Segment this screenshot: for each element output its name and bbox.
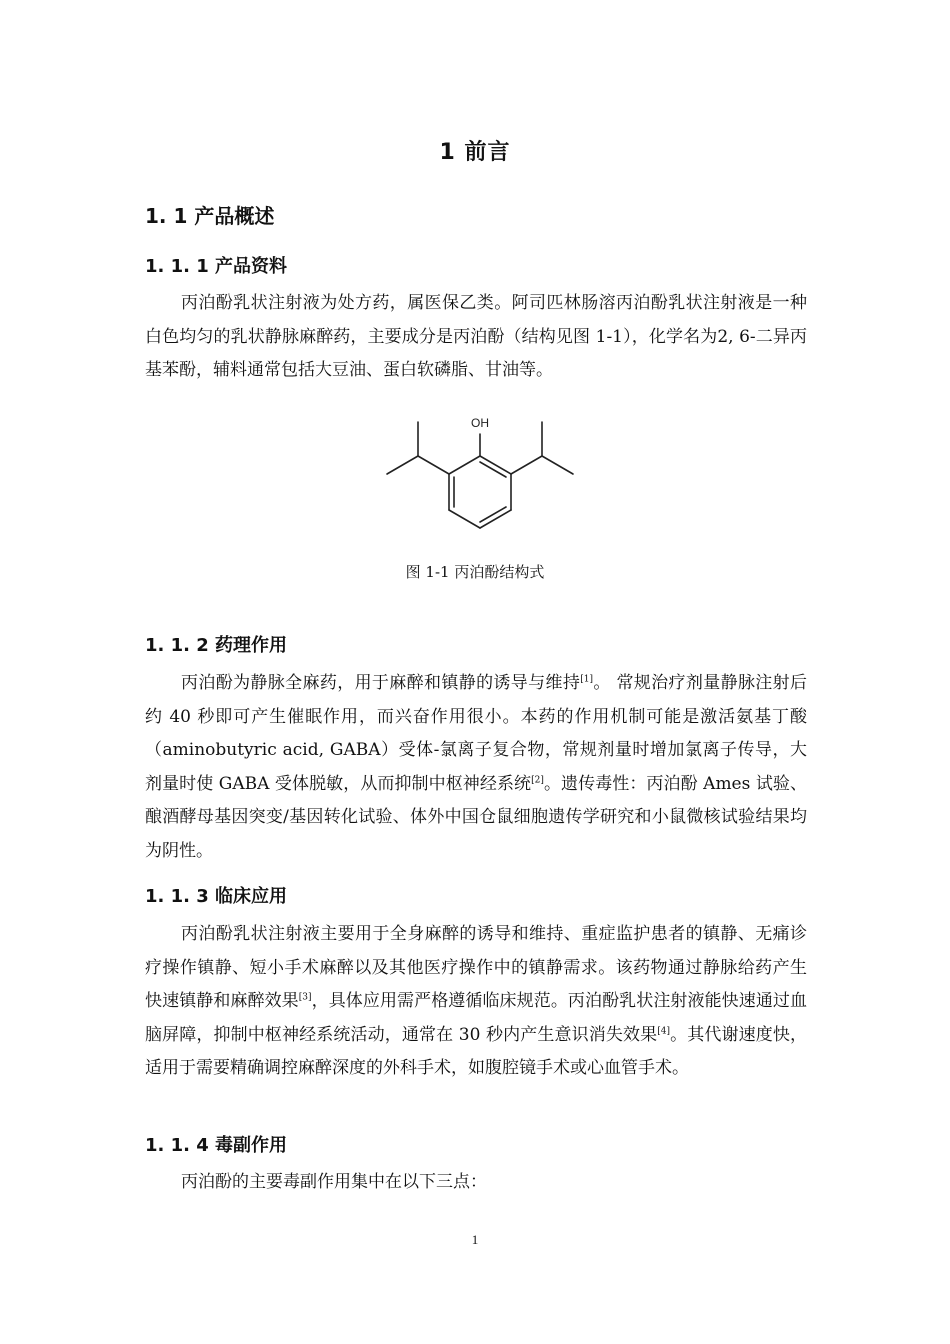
paragraph-product-info: 丙泊酚乳状注射液为处方药，属医保乙类。阿司匹林肠溶丙泊酚乳状注射液是一种白色均匀的乳状静脉麻醉药，主要成分是丙泊酚（结构见图 1-1），化学名为2, 6-二异丙基苯酚，辅料通常包括大豆油、蛋白软磷脂、甘油等。: [145, 293, 807, 380]
paragraph-side-effects: 丙泊酚的主要毒副作用集中在以下三点：: [181, 1172, 487, 1192]
section-heading-1-1: 1. 1 产品概述: [145, 204, 275, 228]
propofol-structure-figure: [380, 408, 580, 538]
text-run: 。其代谢速度快，适用于需要精确调控麻醉深度的外科手术，如腹腔镜手术或心血管手术。: [145, 1024, 807, 1078]
text-run: 。 常规治疗剂量静脉注射后约 40 秒即可产生催眠作用，而兴奋作用很小。本药的作用机制可能是激活氨基丁酸（aminobutyric acid, GABA）受体-氯离子复合物，常规剂量时增加氯离子传导，大剂量时使 GABA 受体脱敏，从而抑制中枢神经系统: [145, 673, 808, 794]
chapter-heading: 1 前言: [439, 140, 511, 165]
paragraph-clinical-use: [145, 918, 807, 1086]
citation-ref[interactable]: [3]: [298, 992, 312, 1003]
subsection-heading-1-1-1: 1. 1. 1 产品资料: [145, 256, 288, 277]
paragraph-pharmacology: [145, 667, 807, 868]
text-run: 。遗传毒性：丙泊酚 Ames 试验、酿酒酵母基因突变/基因转化试验、体外中国仓鼠细胞遗传学研究和小鼠微核试验结果均为阴性。: [145, 773, 807, 861]
citation-ref[interactable]: [4]: [657, 1025, 670, 1036]
hydroxyl-label: OH: [471, 416, 489, 430]
bond: [449, 510, 480, 528]
page-number: 1: [471, 1232, 479, 1247]
citation-ref[interactable]: [2]: [531, 774, 544, 785]
text-run: 丙泊酚为静脉全麻药，用于麻醉和镇静的诱导与维持: [181, 673, 581, 693]
figure-caption: 图 1-1 丙泊酚结构式: [405, 563, 545, 581]
subsection-heading-1-1-2: 1. 1. 2 药理作用: [145, 635, 288, 656]
text-run: 丙泊酚乳状注射液主要用于全身麻醉的诱导和维持、重症监护患者的镇静、无痛诊疗操作镇静、短小手术麻醉以及其他医疗操作中的镇静需求。该药物通过静脉给药产生快速镇静和麻醉效果: [145, 924, 807, 1011]
isopropyl-bond: [542, 456, 573, 474]
isopropyl-bond: [511, 456, 542, 474]
isopropyl-bond: [387, 456, 418, 474]
text-run: ，具体应用需严格遵循临床规范。丙泊酚乳状注射液能快速通过血脑屏障，抑制中枢神经系统活动，通常在 30 秒内产生意识消失效果: [145, 991, 808, 1045]
bond: [449, 456, 480, 474]
subsection-heading-1-1-3: 1. 1. 3 临床应用: [145, 886, 288, 907]
isopropyl-bond: [418, 456, 449, 474]
subsection-heading-1-1-4: 1. 1. 4 毒副作用: [145, 1135, 288, 1156]
citation-ref[interactable]: [1]: [580, 674, 593, 685]
